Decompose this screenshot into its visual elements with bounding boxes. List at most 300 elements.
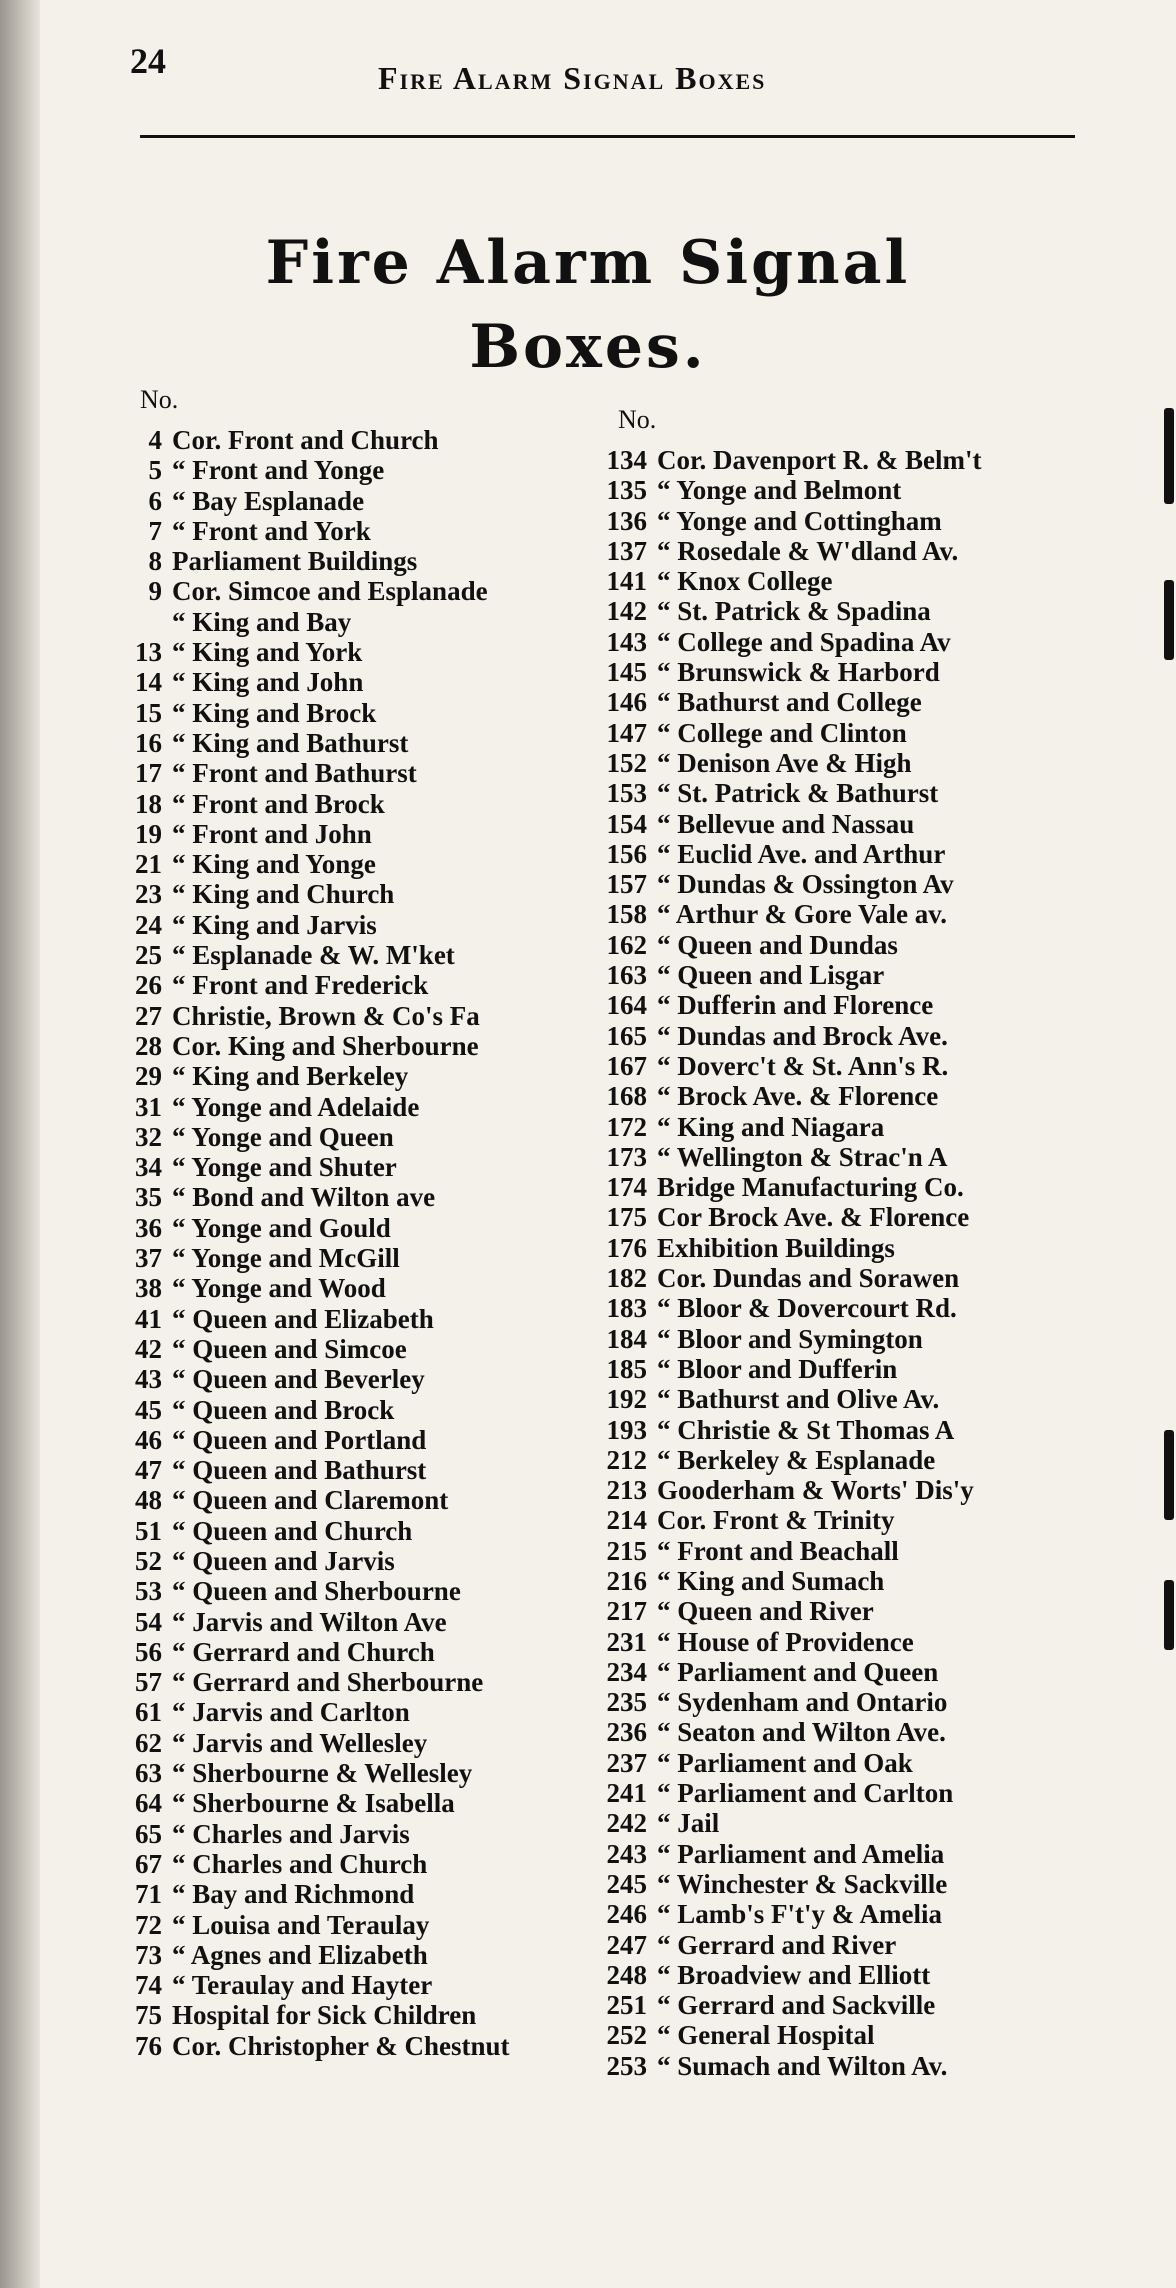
box-number: 61 — [135, 1697, 162, 1728]
box-number: 216 — [606, 1565, 647, 1596]
box-number: 71 — [135, 1879, 162, 1910]
list-item — [80, 940, 510, 970]
box-location: “ King and Sumach — [657, 1565, 885, 1596]
box-location: Cor. Simcoe and Esplanade — [172, 576, 488, 607]
box-location: “ Arthur & Gore Vale av. — [657, 899, 948, 930]
box-number: 6 — [148, 485, 162, 516]
box-location: “ Queen and Brock — [172, 1394, 395, 1425]
list-item — [80, 667, 510, 697]
box-location: “ Yonge and Queen — [172, 1121, 394, 1152]
box-location: “ General Hospital — [657, 2020, 875, 2051]
box-location: “ Gerrard and Sherbourne — [172, 1667, 484, 1698]
list-item — [585, 1990, 981, 2020]
list-item — [585, 778, 981, 808]
box-location: “ Jarvis and Carlton — [172, 1697, 410, 1728]
box-location: “ Parliament and Oak — [657, 1747, 913, 1778]
box-location: “ Jarvis and Wellesley — [172, 1727, 428, 1758]
box-number: 237 — [606, 1747, 647, 1778]
box-number: 52 — [135, 1545, 162, 1576]
list-item — [80, 1728, 510, 1758]
box-location: “ Front and Yonge — [172, 455, 385, 486]
list-item — [585, 748, 981, 778]
box-location: “ Yonge and Wood — [172, 1273, 386, 1304]
list-item — [80, 1940, 510, 1970]
box-number: 252 — [606, 2020, 647, 2051]
box-number: 53 — [135, 1576, 162, 1607]
box-location: “ Sydenham and Ontario — [657, 1687, 948, 1718]
list-item — [585, 1081, 981, 1111]
box-number: 73 — [135, 1939, 162, 1970]
list-item — [80, 1334, 510, 1364]
box-location: “ Teraulay and Hayter — [172, 1970, 433, 2001]
box-location: “ Yonge and McGill — [172, 1243, 400, 1274]
box-location: “ Queen and River — [657, 1596, 874, 1627]
box-number: 143 — [606, 626, 647, 657]
box-location: Exhibition Buildings — [657, 1232, 895, 1263]
box-location: Bridge Manufacturing Co. — [657, 1172, 964, 1203]
box-location: Hospital for Sick Children — [172, 2000, 477, 2031]
list-item — [585, 1415, 981, 1445]
box-number: 41 — [135, 1303, 162, 1334]
list-item — [80, 698, 510, 728]
box-number: 183 — [606, 1293, 647, 1324]
list-item — [585, 1930, 981, 1960]
list-item — [585, 1717, 981, 1747]
box-location: “ Bay and Richmond — [172, 1879, 415, 1910]
box-location: “ Dundas & Ossington Av — [657, 869, 954, 900]
box-number: 137 — [606, 535, 647, 566]
box-number: 64 — [135, 1788, 162, 1819]
box-location: “ King and Church — [172, 879, 395, 910]
list-item — [80, 1758, 510, 1788]
box-location: “ College and Spadina Av — [657, 626, 951, 657]
list-item — [80, 1485, 510, 1515]
box-number: 145 — [606, 657, 647, 688]
list-item — [80, 516, 510, 546]
page-title-line-2: Boxes. — [469, 312, 707, 382]
box-number: 76 — [135, 2030, 162, 2061]
box-number: 176 — [606, 1232, 647, 1263]
list-item — [80, 819, 510, 849]
box-number: 56 — [135, 1636, 162, 1667]
list-item — [80, 2000, 510, 2030]
box-number: 35 — [135, 1182, 162, 1213]
list-item — [585, 1324, 981, 1354]
box-number: 72 — [135, 1909, 162, 1940]
list-item — [585, 1384, 981, 1414]
header-rule — [140, 135, 1075, 138]
list-item — [585, 1899, 981, 1929]
box-number: 162 — [606, 929, 647, 960]
box-location: “ Front and John — [172, 818, 372, 849]
box-number: 8 — [148, 546, 162, 577]
list-item — [80, 1910, 510, 1940]
box-location: Cor. Christopher & Chestnut — [172, 2030, 510, 2061]
list-item — [80, 789, 510, 819]
box-location: “ Berkeley & Esplanade — [657, 1444, 936, 1475]
list-item — [585, 2051, 981, 2081]
box-location: “ King and Niagara — [657, 1111, 885, 1142]
box-location: “ King and Bay — [172, 606, 352, 637]
list-item — [80, 1697, 510, 1727]
box-number: 67 — [135, 1848, 162, 1879]
box-number: 75 — [135, 2000, 162, 2031]
box-number: 212 — [606, 1444, 647, 1475]
box-location: “ Queen and Lisgar — [657, 960, 885, 991]
box-number: 5 — [148, 455, 162, 486]
box-location: “ St. Patrick & Spadina — [657, 596, 931, 627]
box-number: 27 — [135, 1000, 162, 1031]
list-item — [80, 1031, 510, 1061]
box-number: 146 — [606, 687, 647, 718]
box-number: 168 — [606, 1081, 647, 1112]
list-item — [585, 1354, 981, 1384]
list-item — [80, 425, 510, 455]
box-location: “ King and Bathurst — [172, 727, 409, 758]
box-location: “ College and Clinton — [657, 717, 907, 748]
list-item — [585, 1293, 981, 1323]
box-number: 7 — [148, 515, 162, 546]
box-number: 154 — [606, 808, 647, 839]
box-number: 235 — [606, 1687, 647, 1718]
box-number: 213 — [606, 1475, 647, 1506]
box-number: 21 — [135, 849, 162, 880]
list-item — [585, 1960, 981, 1990]
box-location: “ Yonge and Adelaide — [172, 1091, 420, 1122]
list-item — [80, 970, 510, 1000]
box-number: 185 — [606, 1353, 647, 1384]
list-item — [80, 1637, 510, 1667]
list-item — [80, 1667, 510, 1697]
list-item — [585, 1051, 981, 1081]
list-item — [80, 1819, 510, 1849]
box-location: “ Jail — [657, 1808, 720, 1839]
list-item — [80, 637, 510, 667]
list-item — [80, 1001, 510, 1031]
box-number: 4 — [148, 425, 162, 455]
box-number: 42 — [135, 1333, 162, 1364]
box-location: “ Parliament and Queen — [657, 1656, 939, 1687]
box-number: 174 — [606, 1172, 647, 1203]
box-number: 172 — [606, 1111, 647, 1142]
margin-mark — [1164, 1580, 1174, 1650]
box-number: 193 — [606, 1414, 647, 1445]
box-location: “ Queen and Elizabeth — [172, 1303, 434, 1334]
box-number: 54 — [135, 1606, 162, 1637]
box-number: 243 — [606, 1838, 647, 1869]
list-item — [585, 687, 981, 717]
box-number: 248 — [606, 1959, 647, 1990]
list-item — [80, 1425, 510, 1455]
box-number: 28 — [135, 1030, 162, 1061]
list-item — [585, 506, 981, 536]
list-item — [80, 879, 510, 909]
box-number: 32 — [135, 1121, 162, 1152]
box-location: “ Queen and Sherbourne — [172, 1576, 461, 1607]
box-number: 192 — [606, 1384, 647, 1415]
box-location: “ Yonge and Belmont — [657, 475, 902, 506]
list-item — [585, 990, 981, 1020]
box-number: 173 — [606, 1141, 647, 1172]
box-number: 16 — [135, 727, 162, 758]
box-number: 38 — [135, 1273, 162, 1304]
box-location: “ Euclid Ave. and Arthur — [657, 838, 946, 869]
list-item — [585, 1869, 981, 1899]
list-item — [80, 1182, 510, 1212]
box-location: “ Queen and Simcoe — [172, 1333, 407, 1364]
box-number: 182 — [606, 1263, 647, 1294]
list-item — [585, 566, 981, 596]
box-location: “ Queen and Jarvis — [172, 1545, 395, 1576]
box-number: 253 — [606, 2050, 647, 2081]
list-item — [585, 1172, 981, 1202]
list-item — [80, 1243, 510, 1273]
box-number: 236 — [606, 1717, 647, 1748]
box-number: 152 — [606, 747, 647, 778]
box-number: 135 — [606, 475, 647, 506]
box-number: 163 — [606, 960, 647, 991]
box-location: Cor Brock Ave. & Florence — [657, 1202, 970, 1233]
box-location: “ King and Jarvis — [172, 909, 377, 940]
box-number: 247 — [606, 1929, 647, 1960]
box-number: 158 — [606, 899, 647, 930]
box-number: 9 — [148, 576, 162, 607]
right-column-header: No. — [618, 405, 657, 434]
box-location: “ King and Brock — [172, 697, 377, 728]
list-item — [80, 607, 510, 637]
box-number: 23 — [135, 879, 162, 910]
list-item — [585, 475, 981, 505]
box-number: 214 — [606, 1505, 647, 1536]
box-location: Cor. King and Sherbourne — [172, 1030, 479, 1061]
list-item — [585, 1657, 981, 1687]
list-item — [80, 1152, 510, 1182]
box-location: “ Queen and Beverley — [172, 1364, 425, 1395]
box-location: “ Bathurst and Olive Av. — [657, 1384, 940, 1415]
list-item — [80, 728, 510, 758]
box-location: “ Christie & St Thomas A — [657, 1414, 955, 1445]
box-location: “ Esplanade & W. M'ket — [172, 940, 455, 971]
box-number: 45 — [135, 1394, 162, 1425]
box-number: 25 — [135, 940, 162, 971]
list-item — [80, 1455, 510, 1485]
list-item — [80, 1395, 510, 1425]
running-head: Fire Alarm Signal Boxes — [378, 60, 767, 96]
list-item — [80, 1849, 510, 1879]
box-location: “ Parliament and Amelia — [657, 1838, 945, 1869]
list-item — [585, 627, 981, 657]
list-item — [80, 910, 510, 940]
list-item — [585, 1475, 981, 1505]
box-location: Cor. Front and Church — [172, 425, 439, 455]
box-location: “ Charles and Church — [172, 1848, 428, 1879]
box-number: 19 — [135, 818, 162, 849]
box-location: “ Parliament and Carlton — [657, 1778, 954, 1809]
box-number: 142 — [606, 596, 647, 627]
box-number: 24 — [135, 909, 162, 940]
box-location: “ Front and Brock — [172, 788, 385, 819]
list-item — [585, 809, 981, 839]
box-location: “ Rosedale & W'dland Av. — [657, 535, 959, 566]
box-location: “ House of Providence — [657, 1626, 914, 1657]
list-item — [585, 1596, 981, 1626]
list-item — [585, 2020, 981, 2050]
box-number: 31 — [135, 1091, 162, 1122]
box-location: Cor. Davenport R. & Belm't — [657, 445, 982, 475]
box-number: 46 — [135, 1424, 162, 1455]
box-location: “ Jarvis and Wilton Ave — [172, 1606, 447, 1637]
list-item — [585, 1202, 981, 1232]
list-item — [585, 536, 981, 566]
box-location: “ Sherbourne & Isabella — [172, 1788, 455, 1819]
box-number: 153 — [606, 778, 647, 809]
box-number: 37 — [135, 1243, 162, 1274]
list-item — [585, 1445, 981, 1475]
list-item — [80, 1273, 510, 1303]
box-location: “ Gerrard and River — [657, 1929, 897, 1960]
box-location: “ Brock Ave. & Florence — [657, 1081, 939, 1112]
box-location: “ King and John — [172, 667, 364, 698]
list-item — [585, 1839, 981, 1869]
box-number: 217 — [606, 1596, 647, 1627]
list-item — [80, 1061, 510, 1091]
box-location: “ Front and Beachall — [657, 1535, 899, 1566]
right-column-list — [585, 445, 981, 2081]
page-title-line-1: Fire Alarm Signal — [265, 228, 911, 298]
box-number: 242 — [606, 1808, 647, 1839]
box-number: 26 — [135, 970, 162, 1001]
margin-mark — [1164, 408, 1174, 504]
list-item — [80, 1364, 510, 1394]
box-location: “ King and York — [172, 637, 363, 668]
list-item — [80, 1607, 510, 1637]
list-item — [80, 455, 510, 485]
list-item — [80, 576, 510, 606]
box-location: “ Knox College — [657, 566, 833, 597]
box-location: “ Louisa and Teraulay — [172, 1909, 430, 1940]
box-location: “ King and Yonge — [172, 849, 376, 880]
box-location: “ Yonge and Shuter — [172, 1152, 397, 1183]
list-item — [585, 1142, 981, 1172]
box-location: “ Sherbourne & Wellesley — [172, 1758, 473, 1789]
box-number: 17 — [135, 758, 162, 789]
box-location: “ St. Patrick & Bathurst — [657, 778, 939, 809]
list-item — [585, 596, 981, 626]
box-location: “ Broadview and Elliott — [657, 1959, 931, 1990]
box-number: 62 — [135, 1727, 162, 1758]
list-item — [80, 1970, 510, 2000]
box-number: 245 — [606, 1868, 647, 1899]
box-number: 157 — [606, 869, 647, 900]
box-location: “ Queen and Church — [172, 1515, 413, 1546]
box-number: 51 — [135, 1515, 162, 1546]
box-number: 14 — [135, 667, 162, 698]
box-number: 234 — [606, 1656, 647, 1687]
list-item — [585, 1112, 981, 1142]
box-location: Christie, Brown & Co's Fa — [172, 1000, 480, 1031]
box-location: “ Lamb's F't'y & Amelia — [657, 1899, 942, 1930]
box-number: 184 — [606, 1323, 647, 1354]
list-item — [585, 657, 981, 687]
box-number: 48 — [135, 1485, 162, 1516]
box-number: 241 — [606, 1778, 647, 1809]
box-location: “ Dundas and Brock Ave. — [657, 1020, 948, 1051]
box-location: “ Yonge and Cottingham — [657, 505, 942, 536]
box-location: “ Bellevue and Nassau — [657, 808, 915, 839]
list-item — [80, 2031, 510, 2061]
box-number: 215 — [606, 1535, 647, 1566]
list-item — [80, 849, 510, 879]
margin-mark — [1164, 580, 1174, 660]
box-location: “ Bathurst and College — [657, 687, 922, 718]
box-location: Gooderham & Worts' Dis'y — [657, 1475, 974, 1506]
box-location: “ Queen and Claremont — [172, 1485, 449, 1516]
box-location: Parliament Buildings — [172, 546, 418, 577]
box-location: Cor. Front & Trinity — [657, 1505, 895, 1536]
list-item — [80, 1576, 510, 1606]
list-item — [585, 960, 981, 990]
box-number: 134 — [606, 445, 647, 475]
list-item — [80, 1213, 510, 1243]
box-location: “ Denison Ave & High — [657, 747, 912, 778]
box-location: “ Yonge and Gould — [172, 1212, 391, 1243]
box-number: 34 — [135, 1152, 162, 1183]
box-location: “ Doverc't & St. Ann's R. — [657, 1050, 949, 1081]
box-number: 167 — [606, 1050, 647, 1081]
box-number: 246 — [606, 1899, 647, 1930]
list-item — [80, 1304, 510, 1334]
list-item — [585, 1778, 981, 1808]
list-item — [585, 718, 981, 748]
box-location: “ Winchester & Sackville — [657, 1868, 948, 1899]
box-number: 141 — [606, 566, 647, 597]
list-item — [585, 1687, 981, 1717]
box-number: 251 — [606, 1990, 647, 2021]
box-location: “ Bay Esplanade — [172, 485, 365, 516]
list-item — [585, 1021, 981, 1051]
box-location: “ Gerrard and Church — [172, 1636, 435, 1667]
box-number: 164 — [606, 990, 647, 1021]
list-item — [80, 1546, 510, 1576]
box-location: “ Front and Bathurst — [172, 758, 417, 789]
box-number: 57 — [135, 1667, 162, 1698]
box-location: “ Front and York — [172, 515, 371, 546]
box-location: “ Agnes and Elizabeth — [172, 1939, 428, 1970]
list-item — [585, 839, 981, 869]
box-number: 147 — [606, 717, 647, 748]
box-location: “ Charles and Jarvis — [172, 1818, 410, 1849]
box-number: 175 — [606, 1202, 647, 1233]
box-number: 165 — [606, 1020, 647, 1051]
box-location: “ Sumach and Wilton Av. — [657, 2050, 948, 2081]
box-location: Cor. Dundas and Sorawen — [657, 1263, 960, 1294]
list-item — [585, 869, 981, 899]
list-item — [585, 1627, 981, 1657]
list-item — [80, 1122, 510, 1152]
list-item — [585, 1808, 981, 1838]
list-item — [80, 1788, 510, 1818]
list-item — [585, 1505, 981, 1535]
box-location: “ Bloor & Dovercourt Rd. — [657, 1293, 957, 1324]
list-item — [585, 899, 981, 929]
list-item — [80, 1879, 510, 1909]
box-location: “ Bloor and Dufferin — [657, 1353, 898, 1384]
box-number: 15 — [135, 697, 162, 728]
box-number: 65 — [135, 1818, 162, 1849]
box-location: “ Bloor and Symington — [657, 1323, 923, 1354]
box-location: “ Seaton and Wilton Ave. — [657, 1717, 946, 1748]
box-number: 156 — [606, 838, 647, 869]
